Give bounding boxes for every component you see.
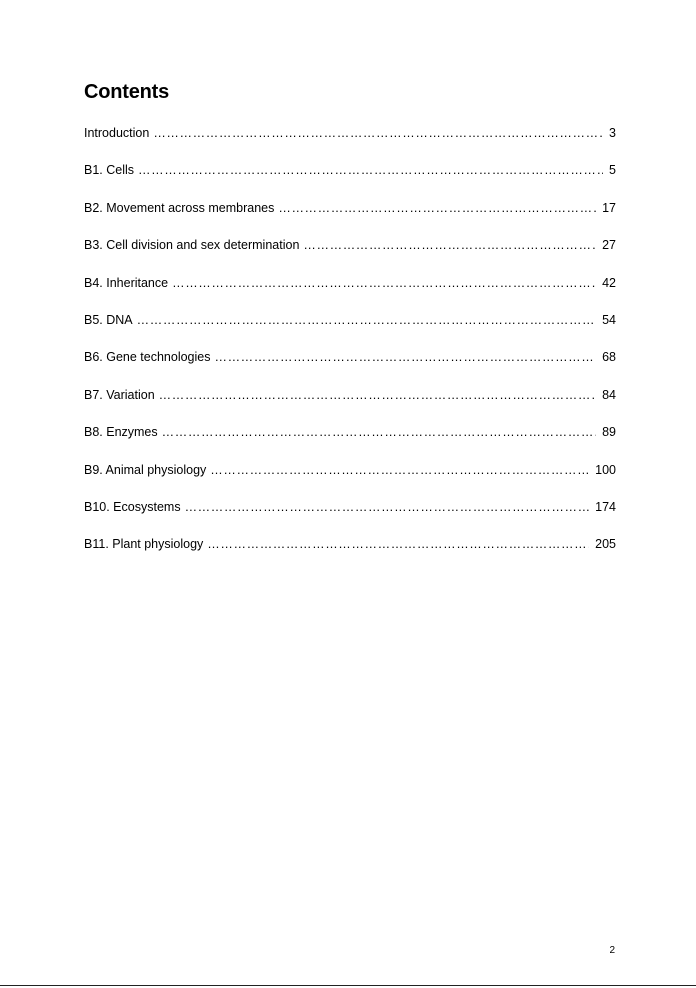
toc-entry-page: 205 [595, 537, 616, 552]
dot-leader [159, 386, 596, 404]
toc-entry-b7-variation[interactable] [84, 386, 616, 423]
toc-entry-b3-cell-division[interactable] [84, 236, 616, 273]
dot-leader [138, 161, 603, 179]
toc-entry-label: B1. Cells [84, 163, 135, 178]
toc-entry-label: B3. Cell division and sex determination [84, 238, 300, 253]
toc-entry-b10-ecosystems[interactable] [84, 498, 616, 535]
dot-leader [207, 535, 589, 553]
toc-entry-page: 17 [602, 200, 616, 215]
table-of-contents [84, 124, 616, 573]
toc-entry-page: 68 [602, 350, 616, 365]
page-title: Contents [84, 81, 170, 103]
toc-entry-b1-cells[interactable] [84, 161, 616, 198]
toc-entry-page: 100 [595, 462, 616, 477]
toc-entry-page: 5 [609, 163, 616, 178]
toc-entry-b2-movement-across-membranes[interactable] [84, 199, 616, 236]
toc-entry-b9-animal-physiology[interactable] [84, 461, 616, 498]
toc-entry-page: 54 [602, 312, 616, 327]
dot-leader [137, 311, 596, 329]
toc-entry-page: 27 [602, 238, 616, 253]
page-number: 2 [609, 945, 615, 956]
toc-entry-page: 3 [609, 126, 616, 140]
toc-entry-label: B5. DNA [84, 312, 133, 327]
dot-leader [153, 124, 603, 142]
toc-entry-label: B2. Movement across membranes [84, 200, 275, 215]
toc-entry-label: B4. Inheritance [84, 275, 169, 290]
dot-leader [214, 348, 596, 366]
toc-entry-label: B7. Variation [84, 387, 155, 402]
toc-entry-introduction[interactable] [84, 124, 616, 161]
toc-entry-label: B9. Animal physiology [84, 462, 207, 477]
dot-leader [278, 199, 596, 217]
toc-entry-b5-dna[interactable] [84, 311, 616, 348]
toc-entry-label: B10. Ecosystems [84, 499, 181, 514]
toc-entry-b4-inheritance[interactable] [84, 274, 616, 311]
toc-entry-label: B8. Enzymes [84, 425, 158, 440]
dot-leader [185, 498, 590, 516]
toc-entry-label: B6. Gene technologies [84, 350, 211, 365]
toc-entry-label: B11. Plant physiology [84, 537, 204, 552]
dot-leader [172, 274, 596, 292]
toc-entry-b8-enzymes[interactable] [84, 423, 616, 460]
toc-entry-page: 42 [602, 275, 616, 290]
toc-entry-page: 84 [602, 387, 616, 402]
toc-entry-page: 174 [595, 499, 616, 514]
toc-entry-label: Introduction [84, 126, 150, 140]
toc-entry-page: 89 [602, 425, 616, 440]
page-bottom-edge [0, 985, 696, 986]
toc-entry-b6-gene-technologies[interactable] [84, 348, 616, 385]
toc-entry-b11-plant-physiology[interactable] [84, 535, 616, 572]
dot-leader [162, 423, 596, 441]
dot-leader [210, 461, 589, 479]
dot-leader [303, 236, 596, 254]
